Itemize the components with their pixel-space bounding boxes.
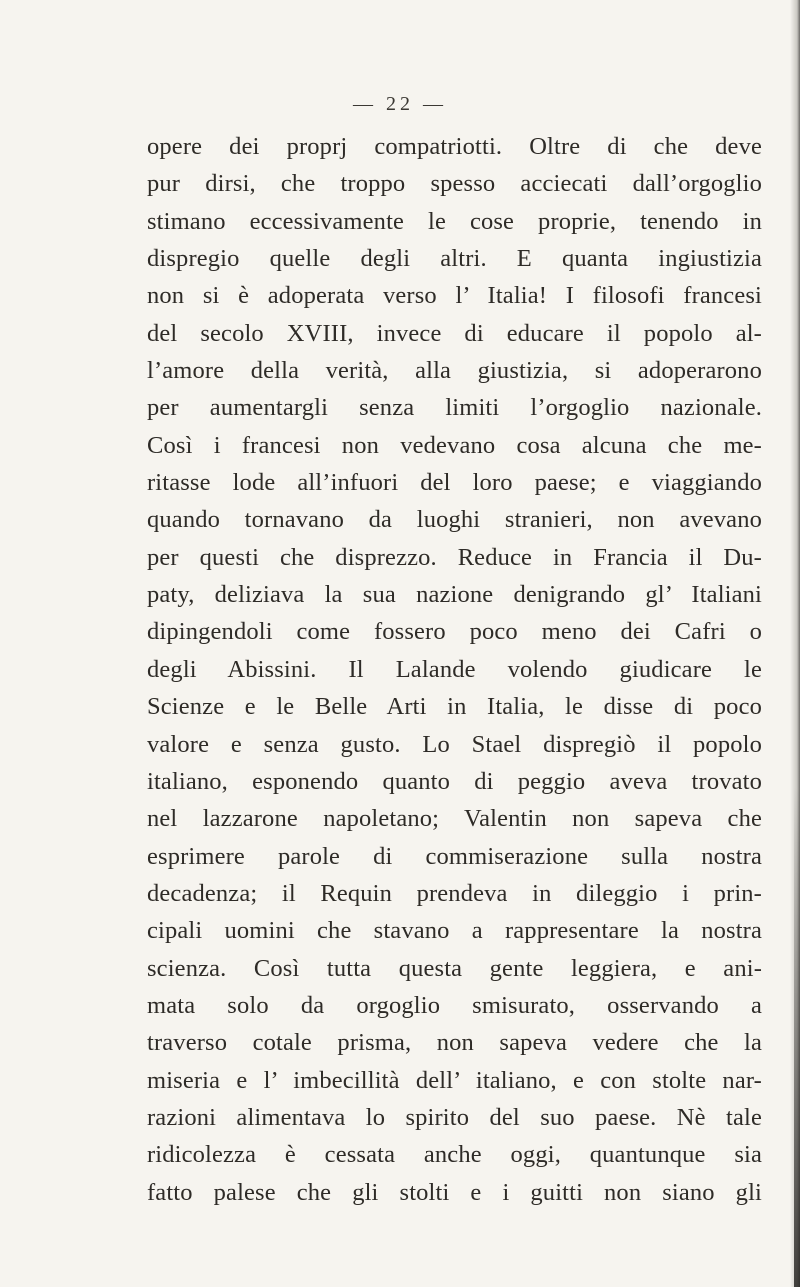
text-line: valore e senza gusto. Lo Stael dispregiò il popolo	[147, 730, 762, 758]
text-line: per aumentargli senza limiti l’orgoglio nazionale.	[147, 394, 762, 422]
body-text	[147, 128, 762, 1211]
text-line: scienza. Così tutta questa gente leggiera, e ani-	[147, 954, 762, 982]
text-line: quando tornavano da luoghi stranieri, non avevano	[147, 506, 762, 534]
text-line: nel lazzarone napoletano; Valentin non sapeva che	[147, 805, 762, 833]
text-line: del secolo XVIII, invece di educare il popolo al-	[147, 319, 762, 347]
text-line: Scienze e le Belle Arti in Italia, le disse di poco	[147, 693, 762, 721]
text-line: ritasse lode all’infuori del loro paese; e viaggiando	[147, 469, 762, 497]
text-line: opere dei proprj compatriotti. Oltre di che deve	[147, 133, 762, 160]
text-line: l’amore della verità, alla giustizia, si adoperarono	[147, 357, 762, 385]
text-line: Così i francesi non vedevano cosa alcuna che me-	[147, 431, 762, 459]
text-line: paty, deliziava la sua nazione denigrando gl’ Italiani	[147, 581, 762, 609]
text-line: mata solo da orgoglio smisurato, osservando a	[147, 991, 762, 1019]
text-line: per questi che disprezzo. Reduce in Francia il Du-	[147, 543, 762, 571]
text-line: decadenza; il Requin prendeva in dileggio i prin-	[147, 879, 762, 907]
text-line: dispregio quelle degli altri. E quanta ingiustizia	[147, 245, 762, 273]
text-line: miseria e l’ imbecillità dell’ italiano, e con stolte nar-	[147, 1066, 762, 1094]
text-line: italiano, esponendo quanto di peggio aveva trovato	[147, 767, 762, 795]
text-line: traverso cotale prisma, non sapeva vedere che la	[147, 1029, 762, 1057]
text-line: fatto palese che gli stolti e i guitti non siano gli	[147, 1178, 762, 1206]
page-number: — 22 —	[353, 93, 447, 115]
text-line: degli Abissini. Il Lalande volendo giudicare le	[147, 655, 762, 683]
page-edge-shadow-bottom	[794, 787, 800, 1287]
text-line: razioni alimentava lo spirito del suo paese. Nè tale	[147, 1103, 762, 1131]
text-line: cipali uomini che stavano a rappresentare la nostra	[147, 917, 762, 945]
text-line: stimano eccessivamente le cose proprie, tenendo in	[147, 207, 762, 235]
text-line: ridicolezza è cessata anche oggi, quantunque sia	[147, 1141, 762, 1169]
text-line: esprimere parole di commiserazione sulla nostra	[147, 842, 762, 870]
text-line: non si è adoperata verso l’ Italia! I filosofi francesi	[147, 282, 762, 310]
text-line: pur dirsi, che troppo spesso acciecati dall’orgoglio	[147, 170, 762, 198]
text-line: dipingendoli come fossero poco meno dei Cafri o	[147, 618, 762, 646]
